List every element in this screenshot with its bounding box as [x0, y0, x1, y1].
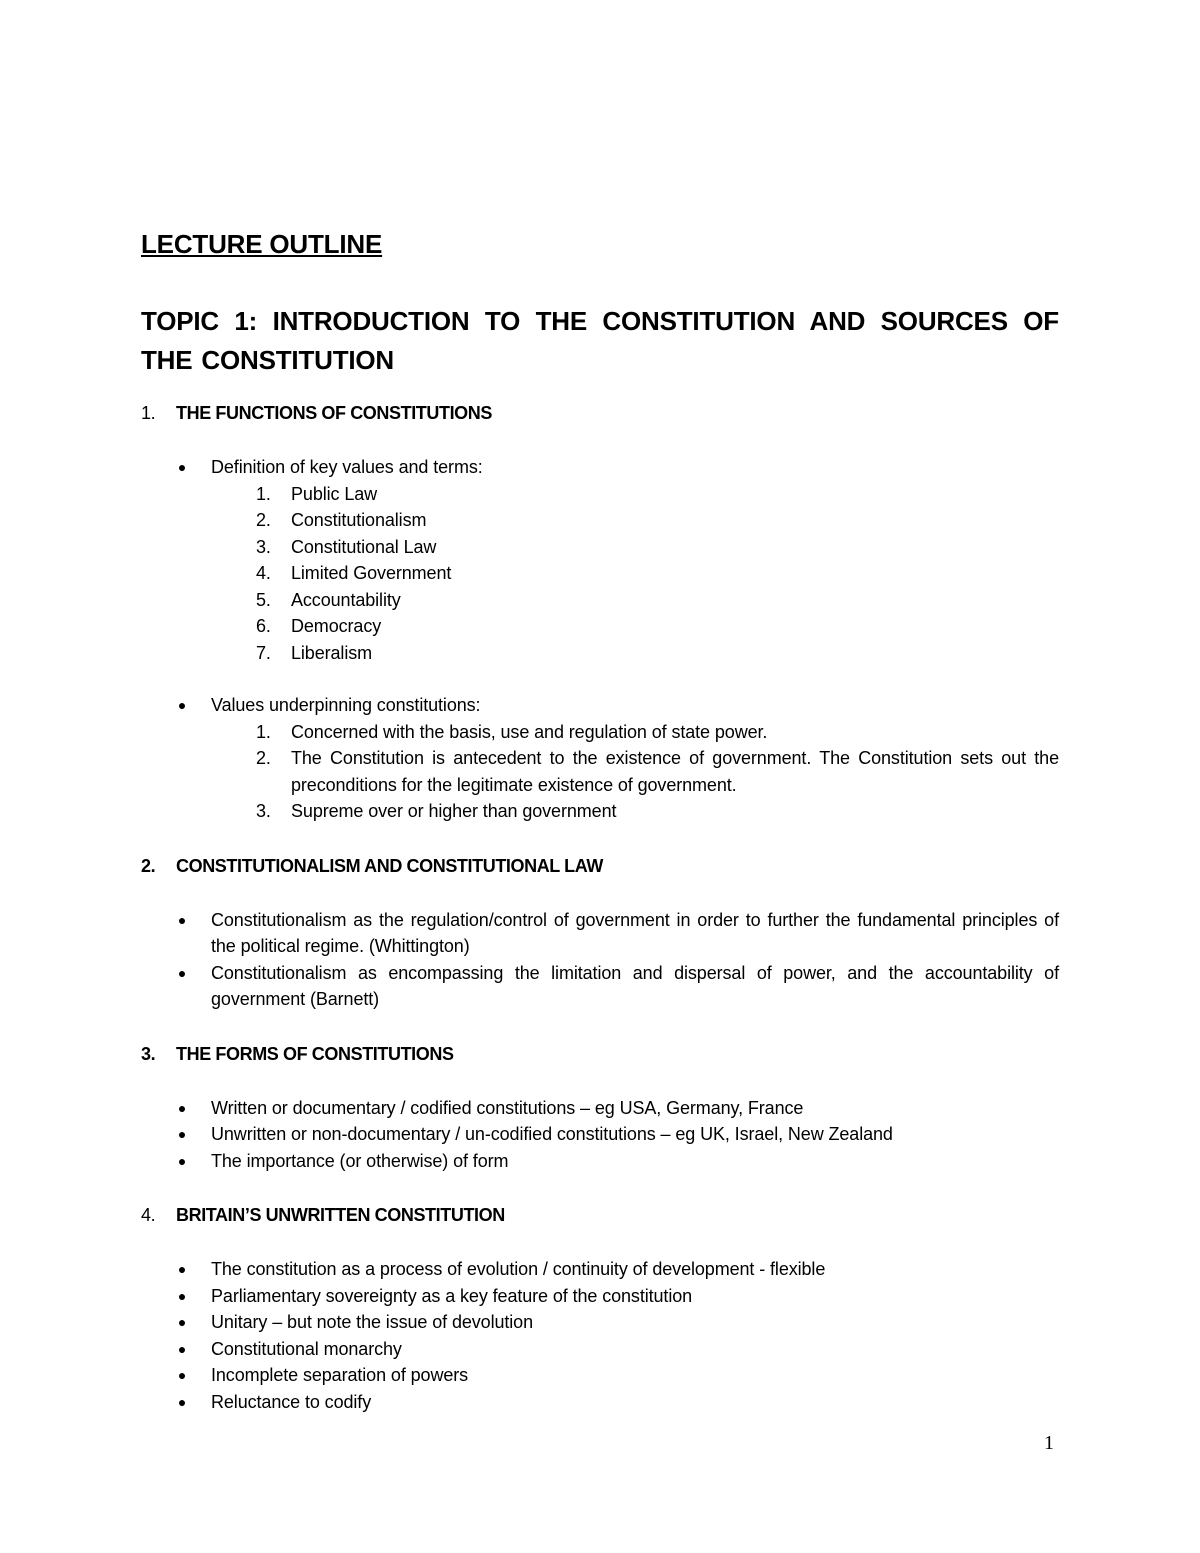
list-item — [141, 719, 1059, 746]
bullet-icon: ● — [177, 1393, 187, 1410]
bullet-icon: ● — [177, 1152, 187, 1169]
item-number: 5. — [256, 589, 271, 610]
bullet-icon: ● — [177, 697, 187, 713]
section-number: 1. — [141, 403, 156, 423]
item-number: 4. — [256, 563, 271, 583]
section-functions — [141, 400, 1059, 825]
bullet-text: The constitution as a process of evolution / continuity of development - flexible — [211, 1259, 826, 1279]
list-item — [141, 960, 1059, 1013]
item-text: Constitutionalism — [291, 510, 427, 530]
item-number: 2. — [256, 748, 271, 768]
item-text: Constitutional Law — [291, 536, 437, 557]
item-text: Accountability — [291, 589, 401, 610]
list-item — [141, 1283, 1059, 1310]
list-item — [141, 481, 1059, 508]
list-item — [141, 907, 1059, 960]
bullet-text: Constitutionalism as encompassing the limitation and dispersal of power, and the accountability of government (Barnett) — [211, 962, 1059, 1009]
section-title: CONSTITUTIONALISM AND CONSTITUTIONAL LAW — [176, 855, 603, 876]
item-number: 1. — [256, 483, 271, 504]
numbered-list — [141, 719, 1059, 825]
item-text: Limited Government — [291, 563, 452, 583]
section-number: 3. — [141, 1043, 156, 1064]
topic-title: TOPIC 1: INTRODUCTION TO THE CONSTITUTION AND SOURCES OF THE CONSTITUTION — [141, 306, 1059, 375]
bullet-icon: ● — [177, 1340, 187, 1357]
list-item — [141, 613, 1059, 640]
list-item — [141, 1362, 1059, 1389]
bullet-text: Parliamentary sovereignty as a key feature of the constitution — [211, 1285, 693, 1306]
bullet-icon: ● — [177, 964, 187, 981]
item-text: Public Law — [291, 483, 378, 504]
bullet-icon: ● — [177, 911, 187, 928]
bullet-text: Constitutionalism as the regulation/control of government in order to further the fundamental principles of the political regime. (Whittington) — [211, 909, 1059, 956]
section-heading — [141, 853, 1059, 879]
bullet-text: The importance (or otherwise) of form — [211, 1150, 509, 1171]
bullet-icon: ● — [177, 1261, 187, 1277]
list-item — [141, 1148, 1059, 1175]
section-number: 2. — [141, 855, 156, 876]
item-number: 7. — [256, 642, 271, 663]
section-title: THE FUNCTIONS OF CONSTITUTIONS — [176, 403, 492, 423]
bullet-text: Values underpinning constitutions: — [211, 695, 481, 715]
section-title: BRITAIN’S UNWRITTEN CONSTITUTION — [176, 1205, 505, 1225]
numbered-list — [141, 481, 1059, 667]
item-number: 6. — [256, 616, 271, 636]
section-heading — [141, 1202, 1059, 1228]
bullet-text: Unitary – but note the issue of devolution — [211, 1312, 534, 1332]
list-item — [141, 1256, 1059, 1283]
section-britain — [141, 1202, 1059, 1415]
bullet-icon: ● — [177, 1367, 187, 1383]
section-forms — [141, 1041, 1059, 1175]
page-content — [141, 228, 1059, 1415]
list-item — [141, 640, 1059, 667]
item-text: The Constitution is antecedent to the existence of government. The Constitution sets out the preconditions for the legitimate existence of government. — [291, 748, 1059, 795]
document-title: LECTURE OUTLINE — [141, 229, 383, 259]
bullet-list — [141, 1095, 1059, 1175]
list-item — [141, 745, 1059, 798]
list-item — [141, 507, 1059, 534]
bullet-icon: ● — [177, 1314, 187, 1330]
list-item — [141, 1336, 1059, 1363]
item-text: Concerned with the basis, use and regulation of state power. — [291, 721, 768, 742]
section-heading — [141, 400, 1059, 426]
bullet-list — [141, 692, 1059, 719]
list-item — [141, 587, 1059, 614]
list-item — [141, 454, 1059, 481]
list-item — [141, 560, 1059, 587]
page-number: 1 — [1044, 1432, 1054, 1454]
section-number: 4. — [141, 1205, 156, 1225]
bullet-text: Written or documentary / codified constitutions – eg USA, Germany, France — [211, 1097, 804, 1118]
bullet-list — [141, 1256, 1059, 1415]
item-number: 1. — [256, 721, 271, 742]
bullet-text: Unwritten or non-documentary / un-codified constitutions – eg UK, Israel, New Zealand — [211, 1124, 893, 1144]
bullet-icon: ● — [177, 1099, 187, 1116]
item-text: Supreme over or higher than government — [291, 801, 617, 821]
item-text: Democracy — [291, 616, 382, 636]
section-constitutionalism — [141, 853, 1059, 1013]
list-item — [141, 1121, 1059, 1148]
list-item — [141, 534, 1059, 561]
bullet-list — [141, 907, 1059, 1013]
list-item — [141, 692, 1059, 719]
list-item — [141, 1389, 1059, 1416]
list-item — [141, 1095, 1059, 1122]
section-title: THE FORMS OF CONSTITUTIONS — [176, 1043, 454, 1064]
bullet-icon: ● — [177, 459, 187, 475]
bullet-text: Incomplete separation of powers — [211, 1365, 469, 1385]
bullet-icon: ● — [177, 1287, 187, 1304]
list-item — [141, 1309, 1059, 1336]
bullet-list — [141, 454, 1059, 481]
section-heading — [141, 1041, 1059, 1067]
bullet-text: Constitutional monarchy — [211, 1338, 402, 1359]
bullet-icon: ● — [177, 1126, 187, 1142]
item-number: 2. — [256, 510, 271, 530]
item-number: 3. — [256, 536, 271, 557]
item-text: Liberalism — [291, 642, 373, 663]
list-item — [141, 798, 1059, 825]
bullet-text: Reluctance to codify — [211, 1391, 372, 1412]
item-number: 3. — [256, 801, 271, 821]
bullet-text: Definition of key values and terms: — [211, 457, 483, 477]
